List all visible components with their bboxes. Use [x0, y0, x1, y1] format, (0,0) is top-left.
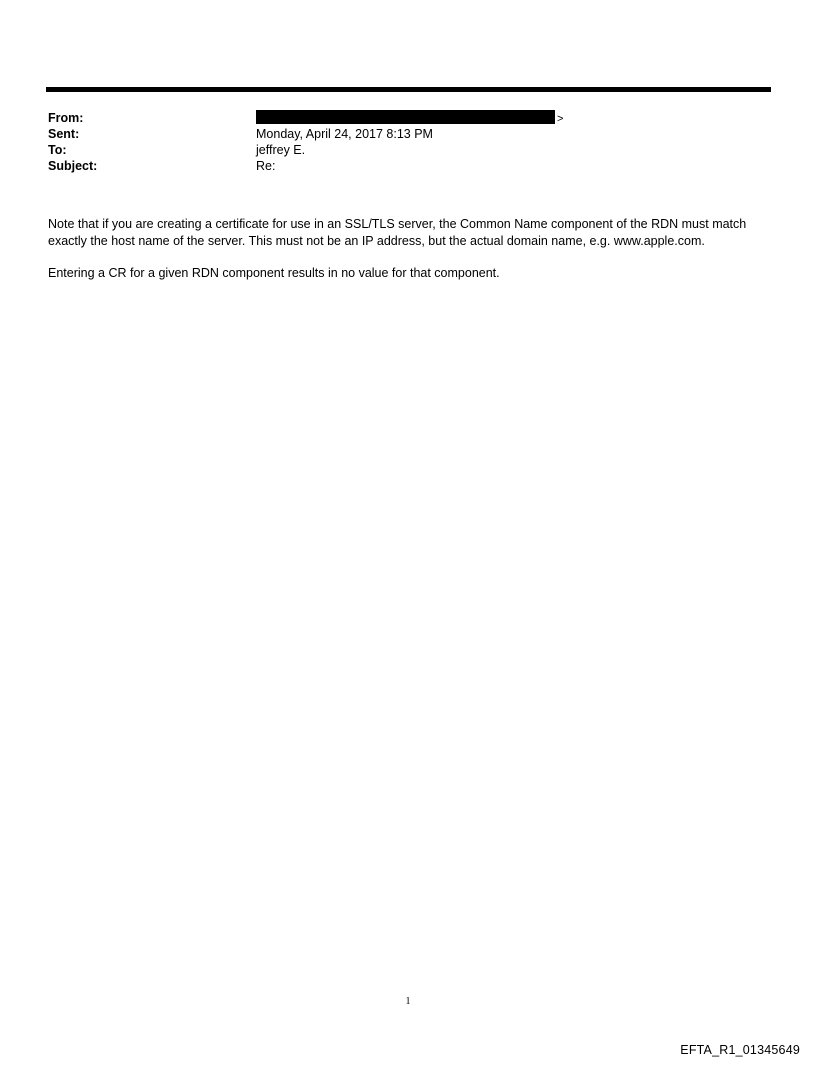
sent-label: Sent: [48, 127, 80, 141]
to-label: To: [48, 143, 67, 157]
to-row [48, 142, 768, 158]
sent-value: Monday, April 24, 2017 8:13 PM [256, 127, 433, 141]
subject-row [48, 158, 768, 174]
header-divider [46, 87, 771, 92]
from-row [48, 110, 768, 126]
bates-number: EFTA_R1_01345649 [680, 1043, 800, 1057]
from-value [256, 110, 563, 127]
sent-row [48, 126, 768, 142]
from-label: From: [48, 111, 84, 125]
subject-value: Re: [256, 159, 276, 173]
subject-label: Subject: [48, 159, 98, 173]
email-header [48, 110, 768, 174]
from-value-suffix: > [557, 113, 564, 125]
redaction-block [256, 110, 555, 124]
page-number: 1 [405, 996, 411, 1007]
body-paragraph-2: Entering a CR for a given RDN component results in no value for that component. [48, 266, 500, 280]
to-value: jeffrey E. [256, 143, 306, 157]
email-body [48, 216, 768, 298]
body-paragraph-1: Note that if you are creating a certificate for use in an SSL/TLS server, the Common Name component of the RDN must match exactly the host name of the server. This must not be an IP address, but the actual domain name, e.g. www.apple.com. [48, 217, 747, 248]
